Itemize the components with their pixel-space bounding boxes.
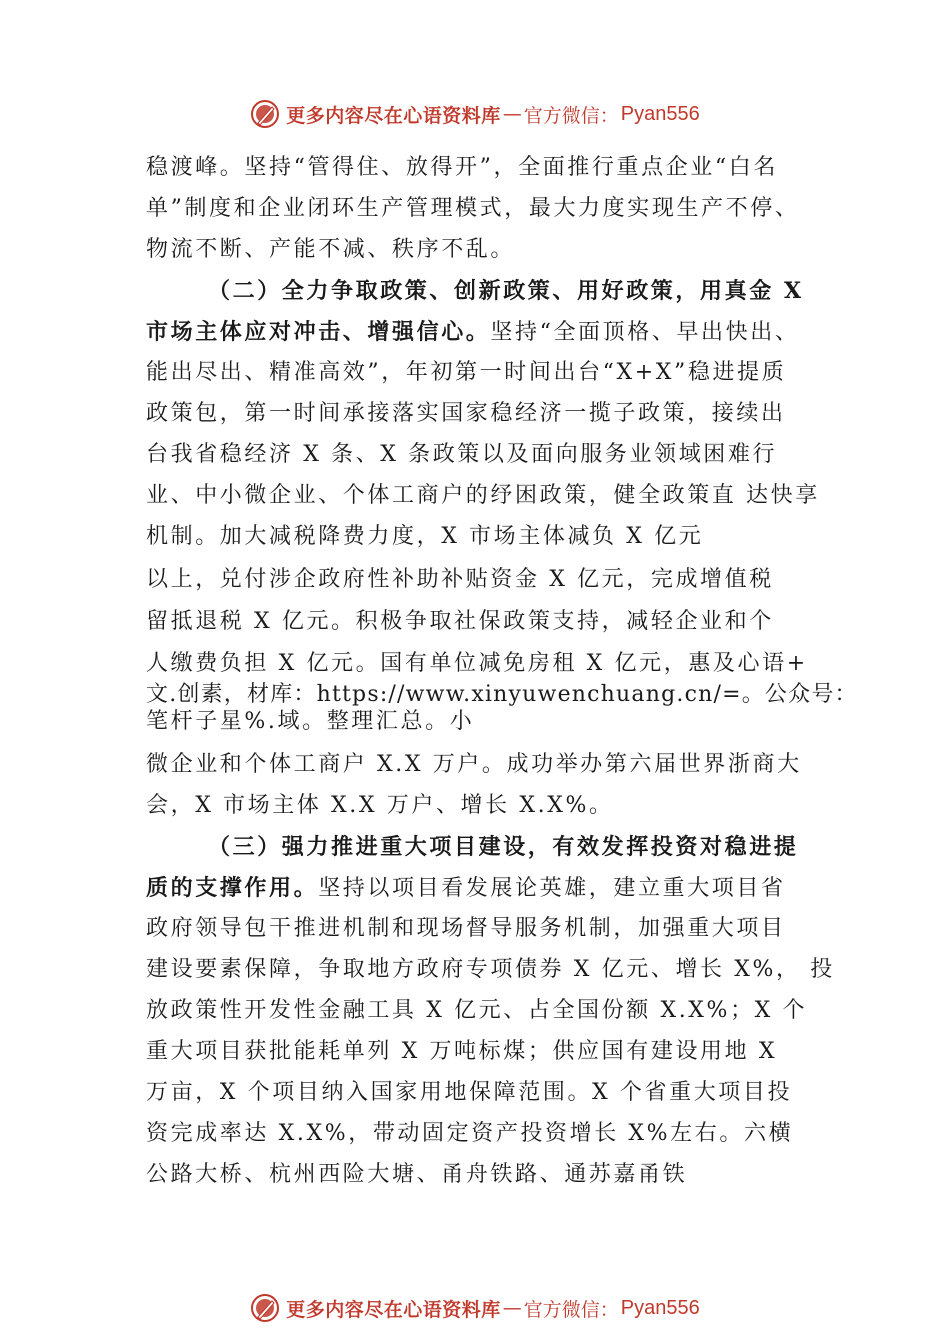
section-heading-3: （三）强力推进重大项目建设，有效发挥投资对稳进提 [208, 834, 799, 860]
text-line: 资完成率达 X.X%，带动固定资产投资增长 X%左右。六横 [146, 1121, 794, 1146]
text-line: 政策包，第一时间承接落实国家稳经济一揽子政策，接续出 [146, 401, 786, 426]
text-line: 文.创素，材库：https://www.xinyuwenchuang.cn/=。公众号： [146, 682, 858, 707]
text-line: 以上，兑付涉企政府性补助补贴资金 X 亿元，完成增值税 [146, 567, 774, 592]
text-line: 笔杆子星%.域。整理汇总。小 [146, 709, 475, 734]
watermark-separator: — [502, 103, 522, 125]
text-line: 台我省稳经济 X 条、X 条政策以及面向服务业领域困难行 [146, 442, 778, 467]
pen-logo-icon [250, 99, 280, 129]
text-line: 公路大桥、杭州西险大塘、甬舟铁路、通苏嘉甬铁 [146, 1162, 688, 1187]
text-line: 政府领导包干推进机制和现场督导服务机制，加强重大项目 [146, 916, 786, 941]
watermark-header [0, 92, 950, 136]
watermark-separator: — [502, 1297, 522, 1319]
text-line: 能出尽出、精准高效”，年初第一时间出台“X+X”稳进提质 [146, 360, 787, 385]
text-line: 放政策性开发性金融工具 X 亿元、占全国份额 X.X%；X 个 [146, 998, 808, 1023]
watermark-footer [0, 1286, 950, 1330]
text-line: 留抵退税 X 亿元。积极争取社保政策支持，减轻企业和个 [146, 609, 774, 634]
text-line: 重大项目获批能耗单列 X 万吨标煤；供应国有建设用地 X [146, 1039, 778, 1064]
pen-logo-icon [250, 1293, 280, 1323]
watermark-brand: 更多内容尽在心语资料库 [286, 1298, 501, 1321]
watermark-wechat-id: Pyan556 [620, 102, 700, 125]
watermark-wechat-id: Pyan556 [620, 1296, 700, 1319]
section-heading-3-cont: 质的支撑作用。 [146, 875, 319, 901]
text-line: 人缴费负担 X 亿元。国有单位减免房租 X 亿元，惠及心语+ [146, 651, 808, 676]
section-heading-2-cont: 市场主体应对冲击、增强信心。 [146, 319, 491, 345]
watermark-wechat-label: 官方微信： [523, 1298, 619, 1321]
text-line: 稳渡峰。坚持“管得住、放得开”，全面推行重点企业“白名 [146, 155, 778, 180]
text-line [146, 873, 786, 904]
text-line: 业、中小微企业、个体工商户的纾困政策，健全政策直 达快享 [146, 483, 820, 508]
text-line [146, 317, 799, 348]
watermark-wechat-label: 官方微信： [523, 104, 619, 127]
text-line: 物流不断、产能不减、秩序不乱。 [146, 237, 516, 262]
text-line: 万亩，X 个项目纳入国家用地保障范围。X 个省重大项目投 [146, 1080, 793, 1105]
text-line: 会，X 市场主体 X.X 万户、增长 X.X%。 [146, 793, 614, 818]
watermark-brand: 更多内容尽在心语资料库 [286, 104, 501, 127]
text-line: 微企业和个体工商户 X.X 万户。成功举办第六届世界浙商大 [146, 752, 802, 777]
text-span: 坚持以项目看发展论英雄，建立重大项目省 [318, 876, 786, 901]
text-line: 单”制度和企业闭环生产管理模式，最大力度实现生产不停、 [146, 196, 800, 221]
text-span: 坚持“全面顶格、早出快出、 [490, 320, 800, 345]
text-line: 建设要素保障，争取地方政府专项债券 X 亿元、增长 X%， 投 [146, 957, 835, 982]
section-heading-2: （二）全力争取政策、创新政策、用好政策，用真金 X [208, 278, 804, 304]
text-line: 机制。加大减税降费力度，X 市场主体减负 X 亿元 [146, 524, 704, 549]
